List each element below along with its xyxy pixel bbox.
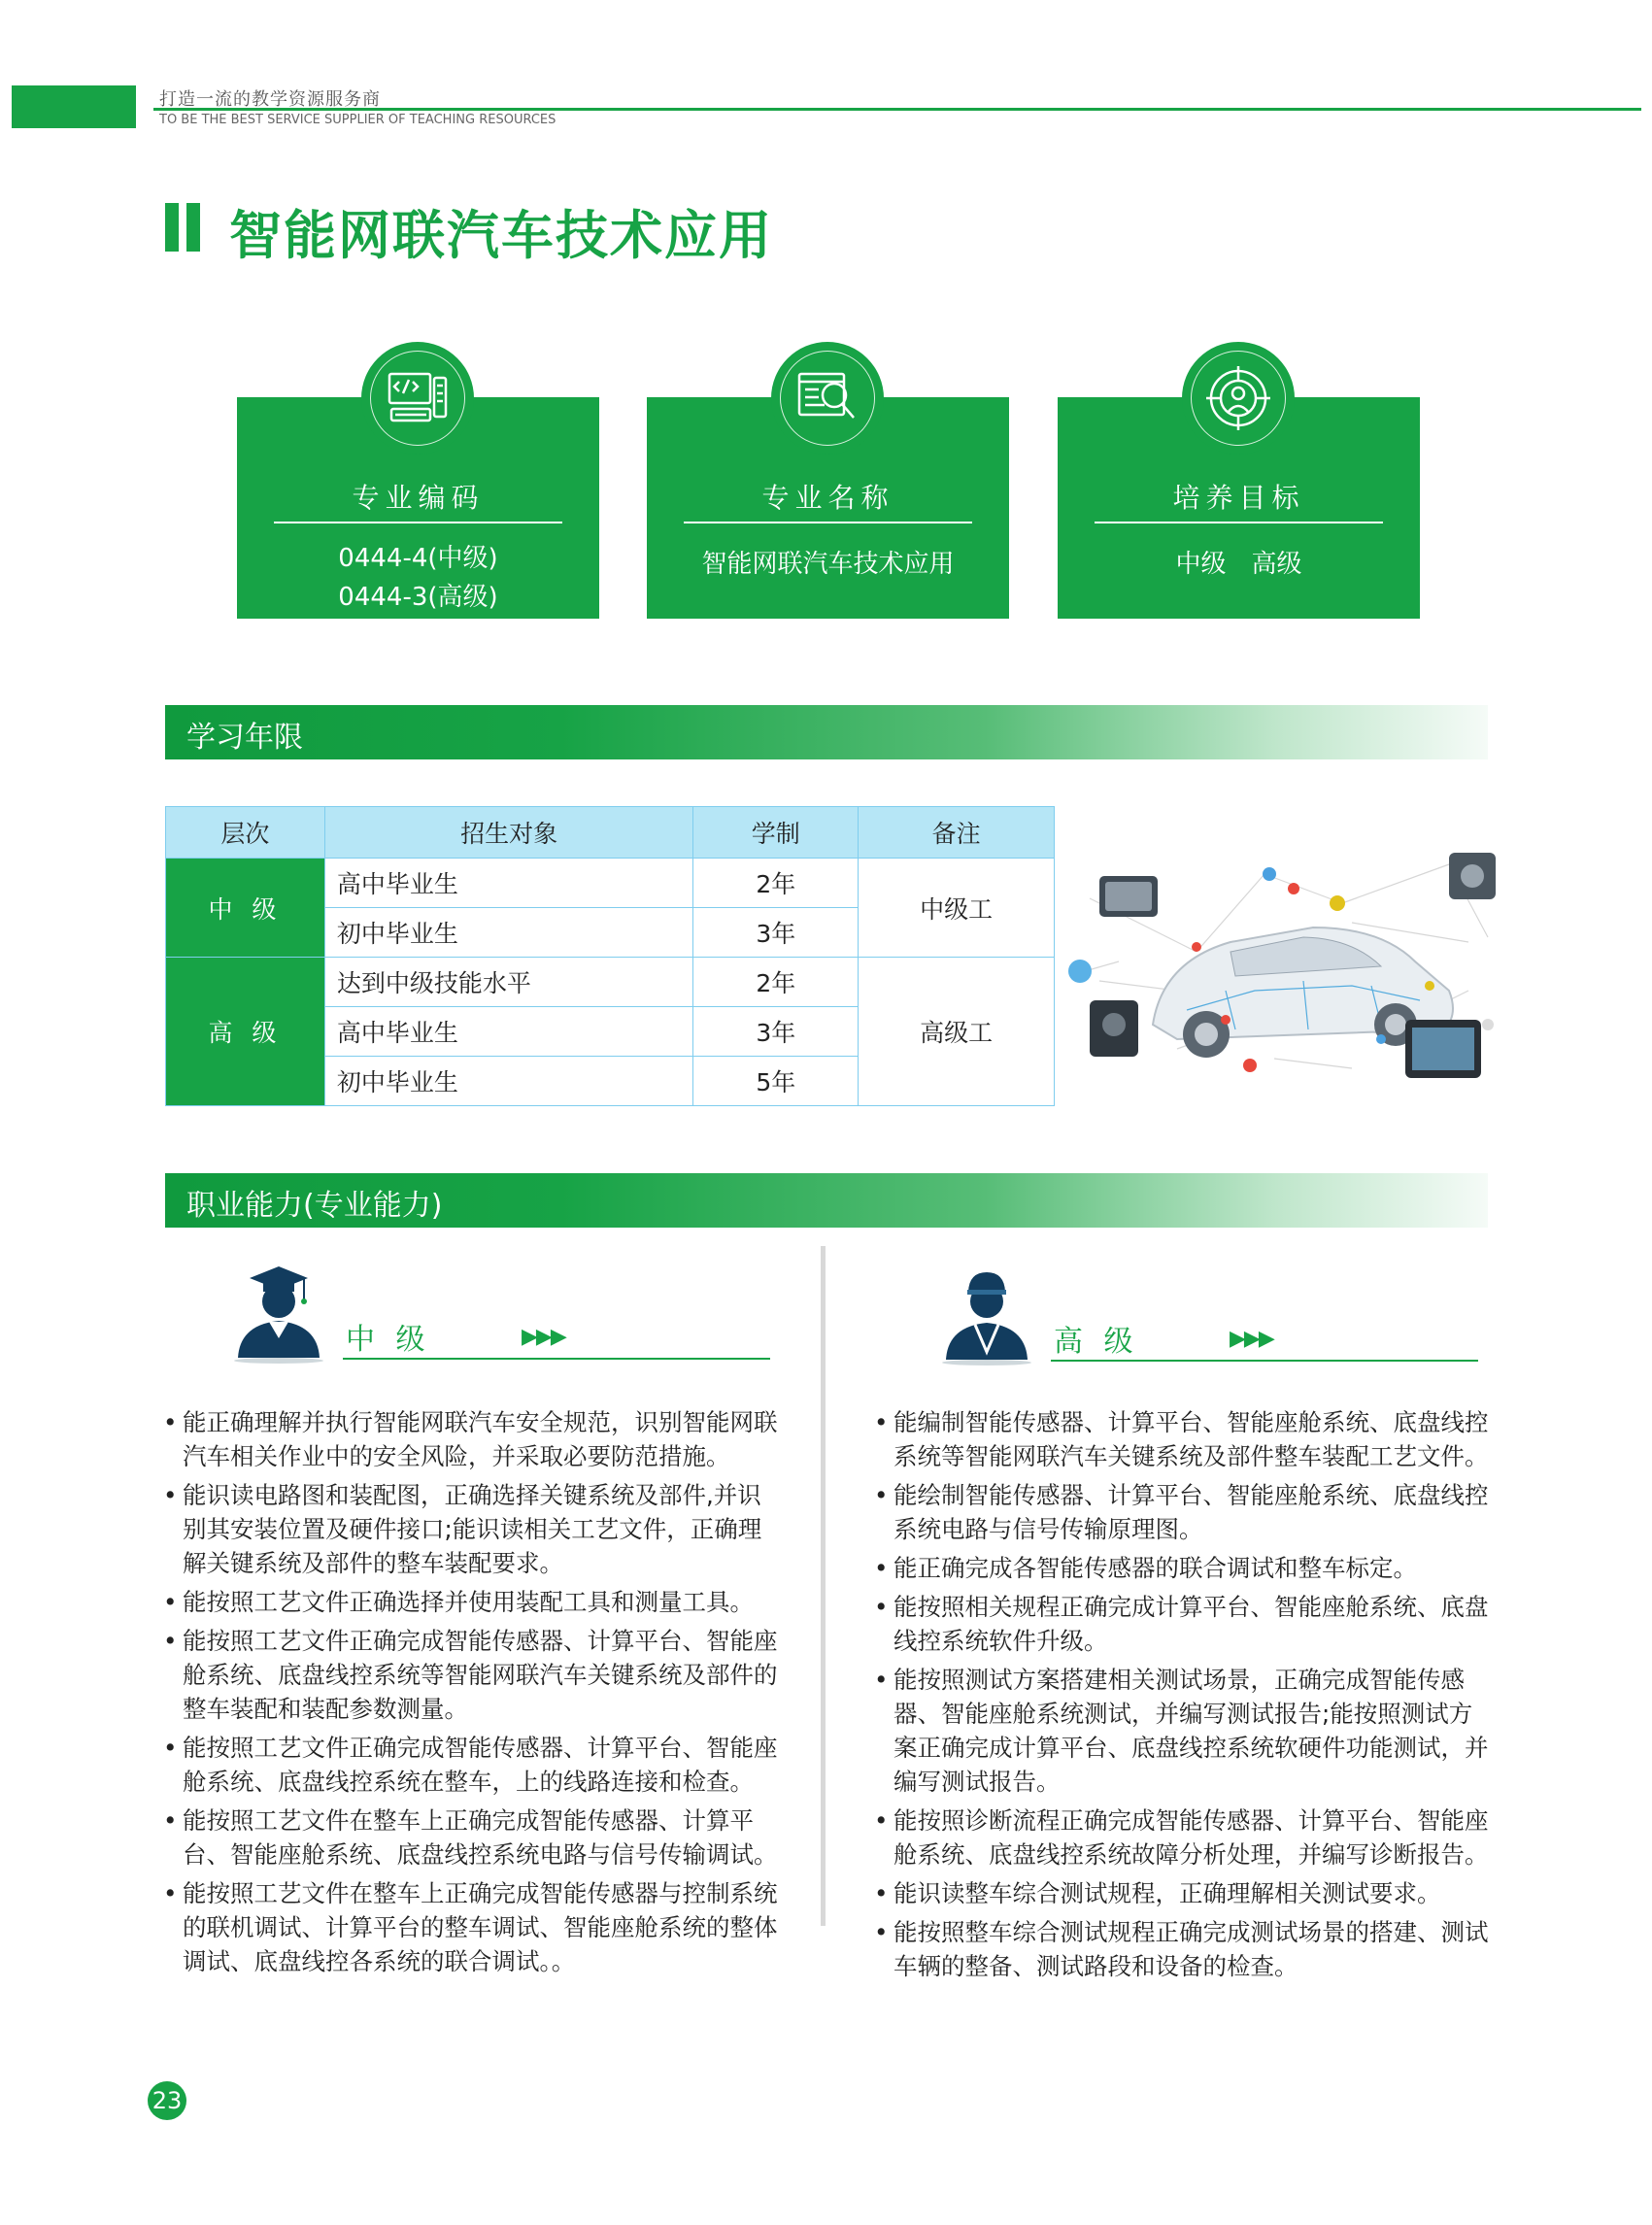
- card-value: 智能网联汽车技术应用: [701, 550, 955, 579]
- card-divider: [274, 522, 562, 523]
- list-item: • 能编制智能传感器、计算平台、智能座舱系统、底盘线控系统等智能网联汽车关键系统及部件整车装配工艺文件。: [874, 1405, 1492, 1473]
- section-bar-abilities: [165, 1173, 1488, 1228]
- level-cell: 中 级: [166, 859, 325, 958]
- coding-computer-icon: [361, 342, 474, 455]
- intermediate-ability-list: [163, 1405, 781, 1983]
- card-divider: [1095, 522, 1383, 523]
- card-label: 专业编码: [352, 482, 485, 514]
- page-number: 23: [148, 2081, 186, 2120]
- intermediate-level-header: [230, 1261, 770, 1364]
- table-row: [166, 958, 1055, 1007]
- study-years-table: [165, 806, 1055, 1106]
- section-bar-study-years: [165, 705, 1488, 759]
- arrow-decoration-icon: ▶▶▶: [522, 1325, 565, 1349]
- level-title: 中 级: [346, 1323, 431, 1357]
- card-value: 中级 高级: [1175, 550, 1302, 579]
- card-label: 专业名称: [761, 482, 894, 514]
- graduate-person-icon: [230, 1261, 327, 1364]
- page-title: 智能网联汽车技术应用: [229, 205, 773, 266]
- list-item: • 能正确完成各智能传感器的联合调试和整车标定。: [874, 1551, 1492, 1585]
- target-cell: 初中毕业生: [324, 908, 693, 958]
- section-heading: 职业能力(专业能力): [186, 1189, 443, 1223]
- card-value-line: 0444-4(中级): [338, 544, 498, 573]
- advanced-level-header: [938, 1263, 1478, 1365]
- target-person-icon: [1182, 342, 1295, 455]
- target-cell: 初中毕业生: [324, 1057, 693, 1106]
- level-title: 高 级: [1054, 1325, 1139, 1359]
- card-label: 培养目标: [1172, 482, 1305, 514]
- list-item: • 能识读整车综合测试规程，正确理解相关测试要求。: [874, 1876, 1492, 1910]
- list-item: • 能绘制智能传感器、计算平台、智能座舱系统、底盘线控系统电路与信号传输原理图。: [874, 1478, 1492, 1546]
- list-item: • 能正确理解并执行智能网联汽车安全规范，识别智能网联汽车相关作业中的安全风险，并采取必要防范措施。: [163, 1405, 781, 1473]
- list-item: • 能按照整车综合测试规程正确完成测试场景的搭建、测试车辆的整备、测试路段和设备的检查。: [874, 1915, 1492, 1983]
- years-cell: 5年: [693, 1057, 859, 1106]
- header-slogan-en: TO BE THE BEST SERVICE SUPPLIER OF TEACHING RESOURCES: [159, 113, 556, 127]
- table-header: 学制: [693, 807, 859, 859]
- card-value: [237, 539, 599, 617]
- years-cell: 3年: [693, 908, 859, 958]
- list-item: • 能识读电路图和装配图，正确选择关键系统及部件,并识别其安装位置及硬件接口;能识读相关工艺文件，正确理解关键系统及部件的整车装配要求。: [163, 1478, 781, 1580]
- header-accent-bar: [12, 85, 136, 128]
- years-cell: 2年: [693, 859, 859, 908]
- table-row: [166, 859, 1055, 908]
- header-slogan-cn: 打造一流的教学资源服务商: [159, 89, 381, 110]
- level-underline: [343, 1358, 770, 1360]
- list-item: • 能按照相关规程正确完成计算平台、智能座舱系统、底盘线控系统软件升级。: [874, 1590, 1492, 1658]
- years-cell: 3年: [693, 1007, 859, 1057]
- target-cell: 高中毕业生: [324, 1007, 693, 1057]
- advanced-ability-list: [874, 1405, 1492, 1988]
- level-underline: [1051, 1360, 1478, 1362]
- technician-person-icon: [938, 1263, 1035, 1365]
- list-item: • 能按照诊断流程正确完成智能传感器、计算平台、智能座舱系统、底盘线控系统故障分析处理，并编写诊断报告。: [874, 1804, 1492, 1871]
- list-item: • 能按照工艺文件正确完成智能传感器、计算平台、智能座舱系统、底盘线控系统等智能网联汽车关键系统及部件的整车装配和装配参数测量。: [163, 1624, 781, 1726]
- table-header: 层次: [166, 807, 325, 859]
- connected-car-illustration: [1061, 845, 1503, 1097]
- column-divider: [821, 1246, 826, 1926]
- note-cell: 高级工: [859, 958, 1055, 1106]
- list-item: • 能按照工艺文件正确完成智能传感器、计算平台、智能座舱系统、底盘线控系统在整车，上的线路连接和检查。: [163, 1731, 781, 1799]
- document-magnifier-icon: [771, 342, 884, 455]
- table-header-row: [166, 807, 1055, 859]
- table-header: 备注: [859, 807, 1055, 859]
- note-cell: 中级工: [859, 859, 1055, 958]
- list-item: • 能按照测试方案搭建相关测试场景，正确完成智能传感器、智能座舱系统测试，并编写测试报告;能按照测试方案正确完成计算平台、底盘线控系统软硬件功能测试，并编写测试报告。: [874, 1663, 1492, 1799]
- list-item: • 能按照工艺文件在整车上正确完成智能传感器、计算平台、智能座舱系统、底盘线控系统电路与信号传输调试。: [163, 1804, 781, 1871]
- target-cell: 达到中级技能水平: [324, 958, 693, 1007]
- target-cell: 高中毕业生: [324, 859, 693, 908]
- years-cell: 2年: [693, 958, 859, 1007]
- list-item: • 能按照工艺文件在整车上正确完成智能传感器与控制系统的联机调试、计算平台的整车调试、智能座舱系统的整体调试、底盘线控各系统的联合调试。。: [163, 1876, 781, 1978]
- level-cell: 高 级: [166, 958, 325, 1106]
- section-heading: 学习年限: [186, 721, 303, 755]
- list-item: • 能按照工艺文件正确选择并使用装配工具和测量工具。: [163, 1585, 781, 1619]
- title-marker: [165, 203, 200, 252]
- table-header: 招生对象: [324, 807, 693, 859]
- arrow-decoration-icon: ▶▶▶: [1230, 1327, 1273, 1351]
- card-divider: [684, 522, 972, 523]
- card-value-line: 0444-3(高级): [338, 583, 498, 612]
